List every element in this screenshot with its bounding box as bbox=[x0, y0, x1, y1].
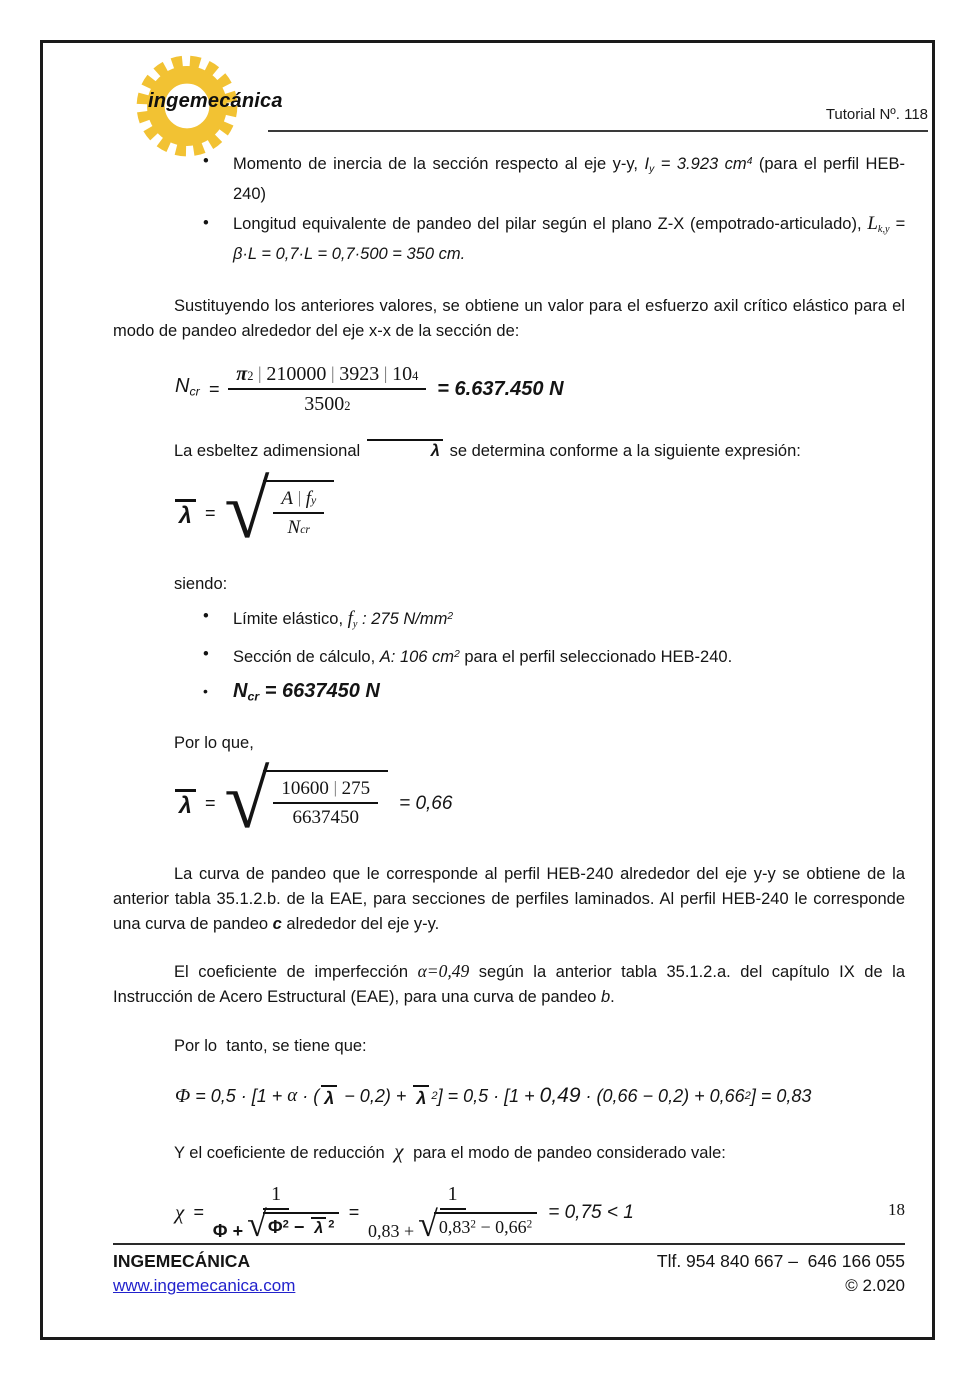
subscript: y bbox=[310, 494, 317, 508]
symbol-chi: χ bbox=[394, 1139, 404, 1164]
paragraph-por-lo-que: Por lo que, bbox=[174, 734, 254, 753]
radical-icon: √ bbox=[224, 754, 270, 846]
symbol-I: I bbox=[644, 155, 650, 174]
formula-ncr bbox=[175, 362, 905, 417]
multiplication-separator: | bbox=[333, 778, 337, 798]
value: 3923 bbox=[339, 363, 380, 386]
value: 1 bbox=[271, 1183, 282, 1206]
text-run: alrededor del eje y-y. bbox=[281, 915, 440, 934]
formula-result: = 0,75 < 1 bbox=[548, 1201, 634, 1223]
footer-right bbox=[657, 1251, 905, 1296]
multiplication-separator: | bbox=[297, 488, 301, 508]
fraction bbox=[228, 362, 426, 417]
multiplication-separator: | bbox=[258, 364, 262, 385]
square-root bbox=[247, 1204, 339, 1245]
symbol-Ncr: $N_{cr}$ bbox=[175, 375, 200, 400]
denominator bbox=[212, 1204, 340, 1245]
subscript: cr bbox=[189, 385, 200, 400]
equals-sign: = bbox=[348, 1201, 359, 1222]
symbol-lambda-bar: λ bbox=[413, 1085, 429, 1108]
text-run: (para el perfil HEB-240) bbox=[233, 155, 905, 204]
radicand bbox=[263, 1212, 340, 1239]
phone-numbers: Tlf. 954 840 667 – 646 166 055 bbox=[656, 1251, 905, 1271]
value: 0,83 bbox=[368, 1221, 400, 1242]
text-run: Y el coeficiente de reducción bbox=[174, 1144, 390, 1163]
text-run: para el modo de pandeo considerado vale: bbox=[408, 1144, 726, 1163]
footer-divider bbox=[113, 1243, 905, 1245]
numerator bbox=[440, 1182, 466, 1210]
symbol-alpha-valor: α=0,49 bbox=[417, 961, 470, 982]
text-run: Límite elástico, bbox=[233, 610, 348, 629]
text-run: según la anterior tabla 35.1.2.a. del capítulo IX de la Instrucción de Acero Estructural (EAE), para una curva de pandeo bbox=[113, 963, 906, 1007]
paragraph-sustituyendo: Sustituyendo los anteriores valores, se obtiene un valor para el esfuerzo axil crítico elástico para el modo de pandeo alrededor del eje x-x de la sección de: bbox=[113, 297, 905, 341]
superscript: 4 bbox=[412, 369, 419, 384]
website-link[interactable]: www.ingemecanica.com bbox=[113, 1276, 296, 1295]
fraction bbox=[213, 1182, 340, 1243]
text-run: El coeficiente de imperfección bbox=[174, 963, 418, 982]
plus-sign: + bbox=[404, 1221, 415, 1242]
formula-result: = 6.637.450 N bbox=[437, 378, 564, 401]
superscript: 2 bbox=[247, 369, 254, 384]
copyright: © 2.020 bbox=[845, 1276, 905, 1295]
formula-chi bbox=[175, 1182, 905, 1243]
paragraph-coeficiente-reduccion bbox=[113, 1139, 905, 1166]
formula-result: = 0,66 bbox=[399, 792, 453, 814]
text-run: · (0,66 − 0,2) + 0,66 bbox=[580, 1086, 745, 1107]
value: 210000 bbox=[266, 363, 327, 386]
text-run: A: 106 cm bbox=[379, 648, 455, 667]
superscript: 2 bbox=[454, 649, 460, 661]
multiplication-separator: | bbox=[384, 364, 388, 385]
numerator bbox=[263, 1182, 289, 1210]
bullet-icon: • bbox=[203, 152, 209, 170]
radicand bbox=[263, 770, 388, 830]
text-run: · ( bbox=[297, 1086, 320, 1107]
paragraph-siendo: siendo: bbox=[174, 575, 228, 594]
symbol-lambda-bar: λ bbox=[175, 499, 196, 527]
bullet-icon: • bbox=[203, 645, 209, 664]
equals-sign: = bbox=[193, 1201, 204, 1222]
superscript: 2 bbox=[447, 611, 454, 623]
symbol-lambda-bar: λ bbox=[321, 1085, 337, 1108]
fraction bbox=[368, 1182, 537, 1243]
logo-text: ingemecánica bbox=[148, 90, 283, 112]
text-run: = 0,5 · [1 + bbox=[190, 1086, 288, 1107]
text-run: se determina conforme a la siguiente expresión: bbox=[444, 442, 801, 461]
subscript: k,y bbox=[877, 224, 890, 236]
formula-phi bbox=[175, 1079, 905, 1113]
tutorial-number-label: Tutorial Nº. 118 bbox=[825, 106, 928, 123]
superscript: 2 bbox=[744, 1090, 751, 1103]
bullet-icon: • bbox=[203, 682, 208, 699]
symbol-pi: π bbox=[236, 363, 248, 386]
symbol-phi: Φ bbox=[267, 1217, 283, 1238]
footer-left bbox=[113, 1251, 295, 1296]
radical-icon: √ bbox=[247, 1204, 267, 1245]
square-root bbox=[224, 754, 388, 846]
text-run: ] = 0,83 bbox=[750, 1086, 812, 1107]
symbol-lambda-bar: λ bbox=[311, 1217, 326, 1238]
subscript: y bbox=[649, 164, 655, 176]
denominator bbox=[292, 804, 359, 830]
text-run: La curva de pandeo que le corresponde al perfil HEB-240 alrededor del eje y-y se obtiene de la anterior tabla 35.1.2.b. de la EAE, para secciones de perfiles laminados. Al perfil HEB-240 le corresponde una curva de pandeo bbox=[113, 865, 905, 934]
value: 275 bbox=[341, 778, 371, 800]
text-run: = 6637450 N bbox=[259, 679, 380, 702]
subscript: cr bbox=[247, 689, 260, 704]
denominator bbox=[288, 514, 311, 540]
formula-lambda-definicion bbox=[175, 464, 905, 556]
symbol-phi: Φ bbox=[175, 1085, 191, 1108]
value: 10 bbox=[392, 363, 413, 386]
list-item-limite-elastico bbox=[113, 603, 905, 638]
bullet-icon: • bbox=[203, 214, 209, 233]
text-run: para el perfil seleccionado HEB-240. bbox=[459, 648, 733, 667]
superscript: 2 bbox=[431, 1090, 438, 1103]
text-run: Momento de inercia de la sección respecto al eje y-y, bbox=[233, 155, 645, 174]
definition-list bbox=[113, 603, 905, 711]
superscript: 2 bbox=[282, 1218, 289, 1231]
denominator bbox=[368, 1204, 537, 1245]
company-name: INGEMECÁNICA bbox=[113, 1251, 251, 1271]
symbol-curva-c: c bbox=[272, 915, 282, 934]
multiplication-separator: | bbox=[331, 364, 335, 385]
value-alpha: 0,49 bbox=[539, 1084, 581, 1108]
equals-sign: = bbox=[204, 502, 216, 523]
subscript: cr bbox=[300, 522, 311, 536]
numerator bbox=[273, 487, 324, 514]
list-item-text bbox=[233, 641, 905, 671]
superscript: 4 bbox=[746, 156, 753, 167]
text-run: − 0,2) + bbox=[339, 1086, 412, 1107]
page-number: 18 bbox=[888, 1200, 905, 1219]
paragraph-esbeltez bbox=[113, 439, 905, 464]
text-run: : 275 N/mm bbox=[357, 610, 448, 629]
numerator bbox=[273, 777, 378, 804]
symbol-curva-b: b bbox=[600, 988, 611, 1007]
text-run: Longitud equivalente de pandeo del pilar según el plano Z-X (empotrado-articulado), bbox=[233, 215, 868, 234]
text-run: Sección de cálculo, bbox=[233, 648, 380, 667]
radicand bbox=[434, 1212, 537, 1239]
minus-sign: − bbox=[288, 1217, 310, 1238]
symbol-Ncr: N bbox=[287, 516, 301, 538]
list-item-ncr-valor bbox=[113, 676, 905, 712]
symbol-alpha: α bbox=[287, 1085, 298, 1107]
numerator bbox=[228, 362, 426, 390]
text-run: ] = 0,5 · [1 + bbox=[437, 1086, 540, 1107]
list-item-text bbox=[233, 149, 905, 207]
superscript: 2 bbox=[344, 399, 351, 414]
subscript: y bbox=[352, 619, 358, 631]
square-root bbox=[224, 464, 334, 556]
list-item-text bbox=[233, 211, 905, 267]
bullet-icon: • bbox=[203, 607, 209, 626]
paragraph-curva-pandeo bbox=[113, 862, 905, 937]
superscript: 2 bbox=[470, 1218, 476, 1231]
list-item-seccion-calculo bbox=[113, 641, 905, 671]
list-item-momento-inercia bbox=[113, 149, 905, 207]
plus-sign: + bbox=[232, 1221, 244, 1242]
text-run: La esbeltez adimensional bbox=[174, 442, 365, 461]
value: 6637450 bbox=[292, 806, 359, 828]
document-body bbox=[113, 149, 905, 1243]
symbol-chi: χ bbox=[175, 1199, 185, 1224]
equals-sign: = bbox=[204, 792, 216, 813]
header-divider bbox=[268, 130, 928, 132]
square-root bbox=[418, 1204, 537, 1245]
symbol-fy: f bbox=[347, 608, 353, 630]
footer bbox=[113, 1251, 905, 1296]
superscript: 2 bbox=[526, 1218, 533, 1231]
value: 0,66 bbox=[495, 1217, 527, 1238]
equals-sign: = bbox=[208, 379, 220, 400]
symbol-L: L bbox=[867, 213, 878, 235]
list-item-text bbox=[233, 676, 905, 712]
logo bbox=[131, 52, 361, 164]
value: 10600 bbox=[281, 778, 329, 800]
paragraph-por-lo-tanto: Por lo tanto, se tiene que: bbox=[174, 1037, 367, 1056]
value: 1 bbox=[447, 1183, 458, 1206]
value: 0,83 bbox=[438, 1217, 471, 1238]
symbol-A: A bbox=[281, 488, 293, 510]
text-run: = β·L = 0,7·L = 0,7·500 = 350 cm. bbox=[233, 215, 905, 264]
superscript: 2 bbox=[328, 1218, 335, 1231]
symbol-fy: f bbox=[305, 488, 311, 510]
radical-icon: √ bbox=[418, 1204, 438, 1245]
radical-icon: √ bbox=[224, 464, 270, 556]
text-run: . bbox=[610, 988, 615, 1007]
list-item-longitud-pandeo bbox=[113, 211, 905, 267]
formula-lambda-valor bbox=[175, 754, 905, 846]
symbol-lambda-bar: λ bbox=[367, 439, 443, 460]
minus-sign: − bbox=[476, 1217, 496, 1238]
list-item-text bbox=[233, 603, 905, 638]
text-run: = 3.923 cm bbox=[654, 155, 747, 174]
radicand bbox=[263, 480, 334, 540]
symbol-lambda-bar: λ bbox=[175, 789, 196, 817]
symbol-phi: Φ bbox=[212, 1221, 228, 1242]
paragraph-coeficiente-imperfeccion bbox=[113, 959, 905, 1010]
denominator bbox=[304, 390, 350, 417]
symbol-Ncr: N bbox=[233, 679, 248, 702]
value: 3500 bbox=[304, 393, 345, 416]
